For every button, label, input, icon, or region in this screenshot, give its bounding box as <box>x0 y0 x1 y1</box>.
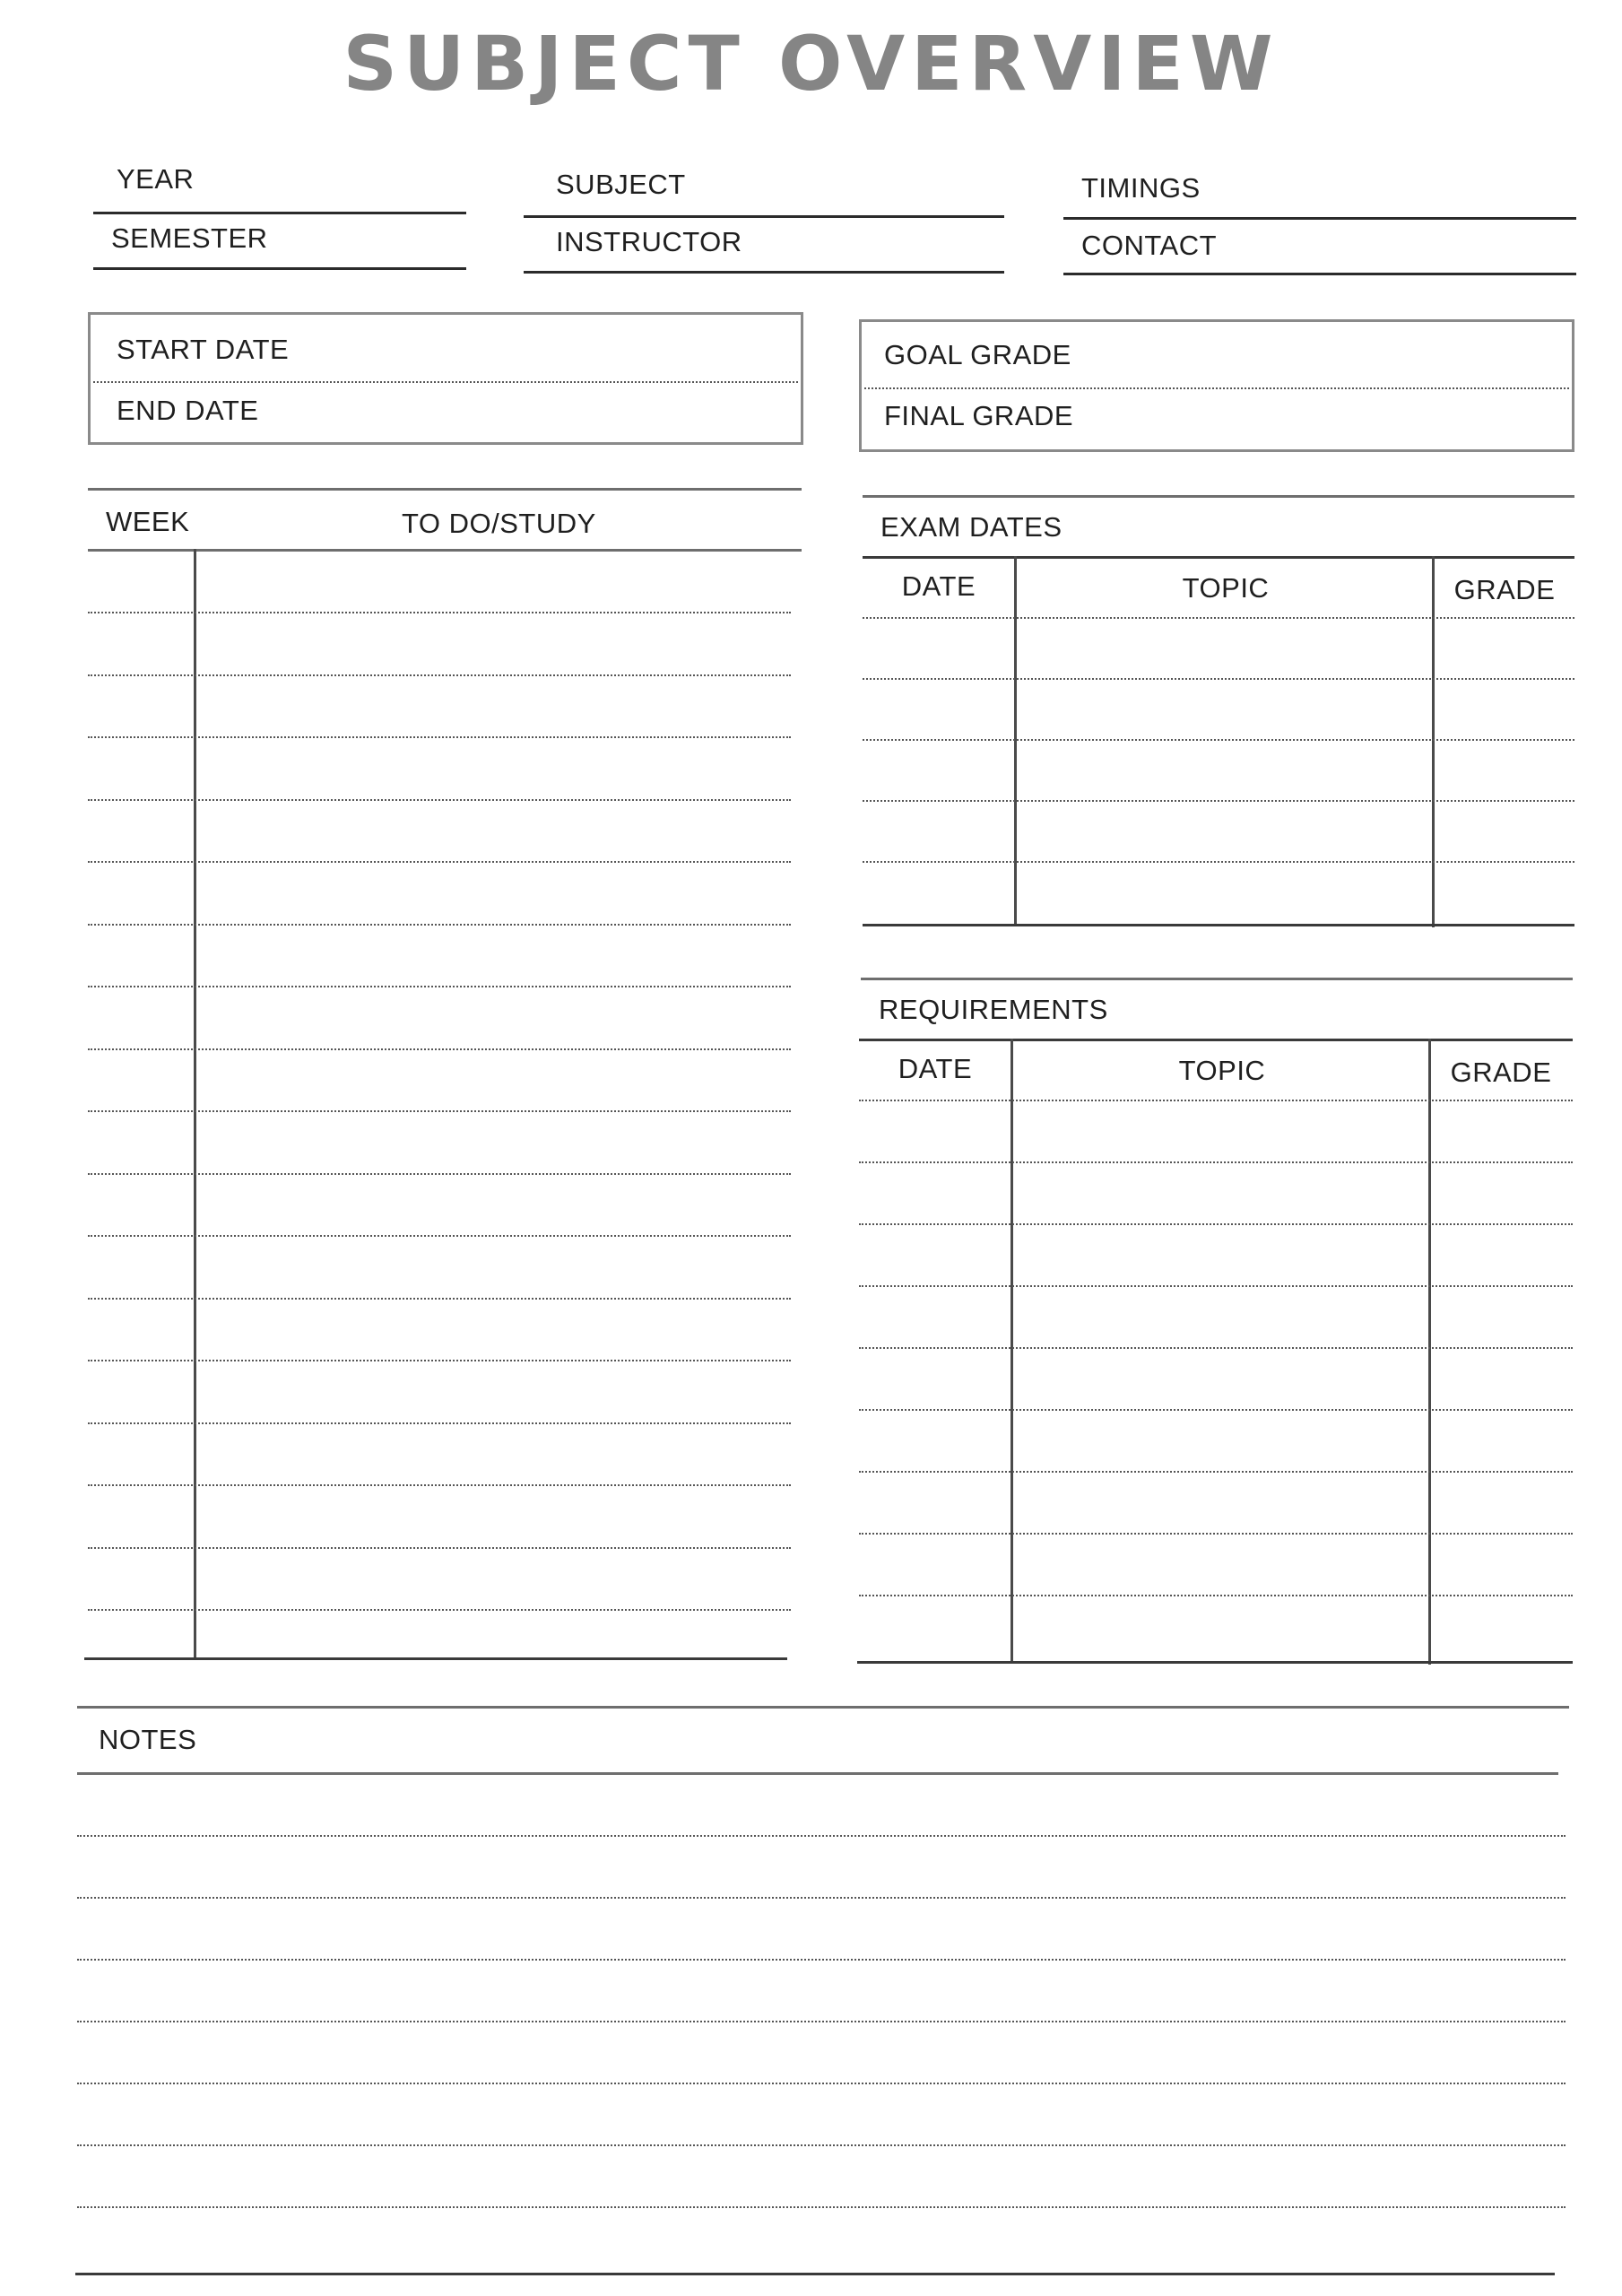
requirement-row-line[interactable] <box>859 1285 1573 1287</box>
req-date-divider <box>1010 1039 1013 1661</box>
requirement-row-line[interactable] <box>859 1347 1573 1349</box>
req-topic-header: TOPIC <box>1178 1055 1266 1086</box>
todo-row-line[interactable] <box>88 986 791 987</box>
requirements-title: REQUIREMENTS <box>879 994 1108 1025</box>
todo-row-line[interactable] <box>88 1360 791 1361</box>
requirement-row-line[interactable] <box>859 1595 1573 1596</box>
exam-date-header: DATE <box>901 570 976 602</box>
notes-title: NOTES <box>99 1724 197 1755</box>
todo-row-line[interactable] <box>88 924 791 926</box>
end-date-label: END DATE <box>117 395 259 426</box>
todo-row-line[interactable] <box>88 799 791 801</box>
year-label: YEAR <box>117 163 195 195</box>
exam-row-line[interactable] <box>863 739 1574 741</box>
exam-row-line[interactable] <box>863 617 1574 619</box>
requirement-row-line[interactable] <box>859 1409 1573 1411</box>
goal-grade-label: GOAL GRADE <box>884 339 1071 370</box>
year-field[interactable] <box>93 212 466 214</box>
notes-line[interactable] <box>77 1959 1566 1961</box>
todo-row-line[interactable] <box>88 1547 791 1549</box>
exam-grade-divider <box>1432 556 1435 927</box>
notes-line[interactable] <box>77 2083 1566 2084</box>
todo-row-line[interactable] <box>88 1422 791 1424</box>
todo-row-line[interactable] <box>88 1298 791 1300</box>
exam-header-border <box>863 556 1574 559</box>
todo-row-line[interactable] <box>88 1048 791 1050</box>
instructor-label: INSTRUCTOR <box>556 226 742 257</box>
req-top-border <box>861 978 1573 980</box>
todo-top-border <box>88 488 802 491</box>
instructor-field[interactable] <box>524 271 1004 274</box>
todo-bottom-border <box>84 1657 787 1660</box>
exam-dates-title: EXAM DATES <box>880 511 1063 543</box>
requirement-row-line[interactable] <box>859 1100 1573 1101</box>
todo-row-line[interactable] <box>88 1609 791 1611</box>
subject-field[interactable] <box>524 215 1004 218</box>
exam-row-line[interactable] <box>863 861 1574 863</box>
todo-week-divider <box>194 549 196 1657</box>
todo-row-line[interactable] <box>88 1235 791 1237</box>
exam-topic-header: TOPIC <box>1182 572 1270 604</box>
start-date-label: START DATE <box>117 334 290 365</box>
exam-row-line[interactable] <box>863 800 1574 802</box>
notes-line[interactable] <box>77 1835 1566 1837</box>
req-grade-header: GRADE <box>1450 1057 1552 1088</box>
req-header-border <box>859 1039 1573 1041</box>
todo-row-line[interactable] <box>88 861 791 863</box>
final-grade-label: FINAL GRADE <box>884 400 1074 431</box>
notes-header-border <box>77 1772 1558 1775</box>
todo-row-line[interactable] <box>88 1110 791 1112</box>
notes-line[interactable] <box>77 2206 1566 2208</box>
timings-label: TIMINGS <box>1081 172 1201 204</box>
subject-label: SUBJECT <box>556 169 686 200</box>
exam-top-border <box>863 495 1574 498</box>
page-title: SUBJECT OVERVIEW <box>343 20 1279 108</box>
requirement-row-line[interactable] <box>859 1471 1573 1473</box>
todo-row-line[interactable] <box>88 736 791 738</box>
notes-bottom-border <box>75 2273 1555 2275</box>
week-header: WEEK <box>106 506 190 537</box>
requirement-row-line[interactable] <box>859 1533 1573 1535</box>
todo-row-line[interactable] <box>88 1173 791 1175</box>
req-bottom-border <box>857 1661 1573 1664</box>
todo-row-line[interactable] <box>88 612 791 613</box>
notes-line[interactable] <box>77 1897 1566 1899</box>
contact-label: CONTACT <box>1081 230 1218 261</box>
exam-row-line[interactable] <box>863 678 1574 680</box>
notes-line[interactable] <box>77 2021 1566 2022</box>
todo-header: TO DO/STUDY <box>402 508 596 539</box>
semester-field[interactable] <box>93 267 466 270</box>
req-date-header: DATE <box>898 1053 973 1084</box>
notes-line[interactable] <box>77 2144 1566 2146</box>
exam-bottom-border <box>863 924 1574 926</box>
todo-row-line[interactable] <box>88 1484 791 1486</box>
req-grade-divider <box>1428 1039 1431 1665</box>
contact-field[interactable] <box>1063 273 1576 275</box>
timings-field[interactable] <box>1063 217 1576 220</box>
semester-label: SEMESTER <box>111 222 268 254</box>
grades-divider <box>864 387 1569 389</box>
notes-top-border <box>77 1706 1569 1709</box>
exam-grade-header: GRADE <box>1453 574 1556 605</box>
requirement-row-line[interactable] <box>859 1161 1573 1163</box>
todo-row-line[interactable] <box>88 674 791 676</box>
requirement-row-line[interactable] <box>859 1223 1573 1225</box>
dates-divider <box>93 381 798 383</box>
